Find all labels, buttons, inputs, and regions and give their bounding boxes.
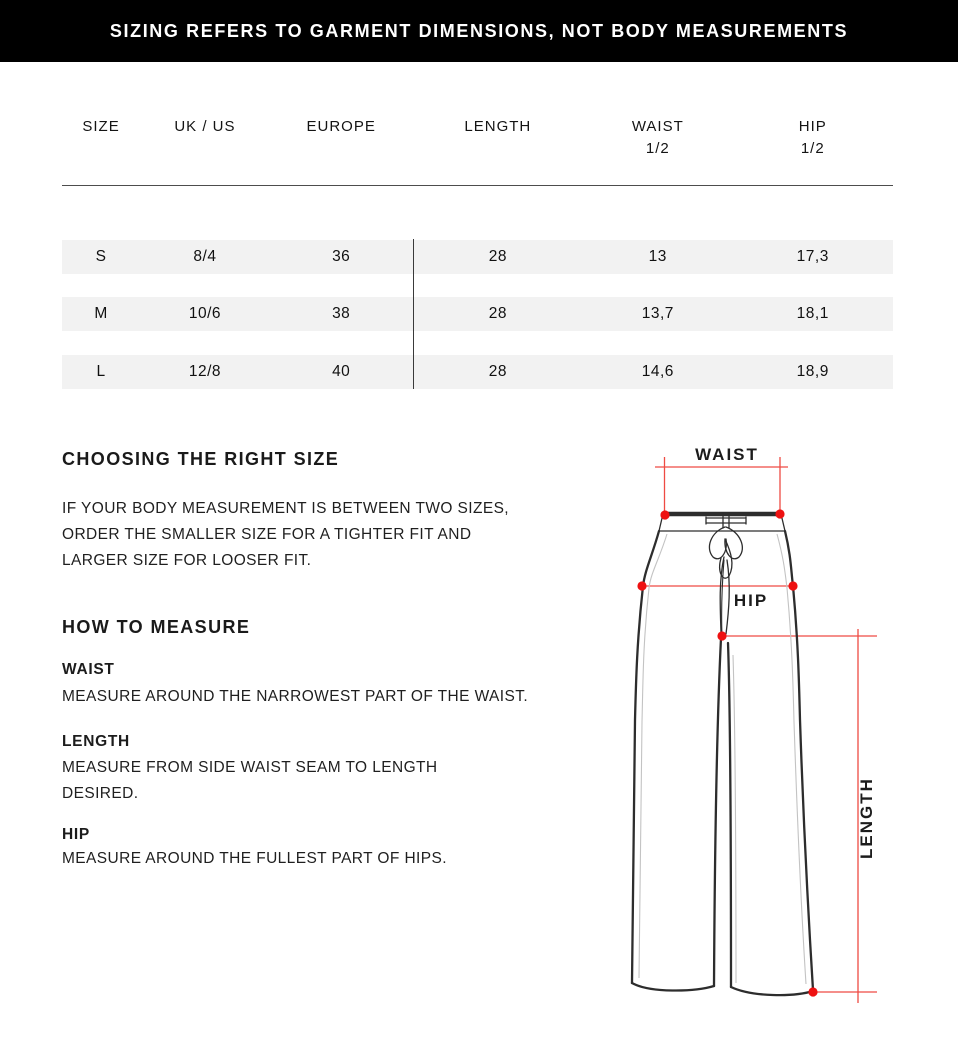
measure-hip-label: HIP: [62, 826, 90, 843]
cell-uk-us: 12/8: [188, 363, 221, 380]
column-header-uk-us: UK / US: [174, 118, 236, 135]
cell-length: 28: [488, 363, 507, 380]
table-vertical-divider: [413, 239, 414, 389]
measure-length-label: LENGTH: [62, 733, 130, 750]
hip-right-dot: [788, 581, 797, 590]
table-header-row: [62, 116, 893, 160]
cell-uk-us: 8/4: [193, 248, 217, 265]
cell-length: 28: [488, 305, 507, 322]
right-inseam: [728, 643, 731, 987]
column-header-hip-half: HIP 1/2: [798, 118, 827, 157]
cell-length: 28: [488, 248, 507, 265]
choosing-size-text-line: LARGER SIZE FOR LOOSER FIT.: [62, 552, 312, 569]
waist-right-dot: [775, 509, 784, 518]
table-row-l: [62, 355, 893, 389]
cell-waist: 13: [648, 248, 667, 265]
cell-europe: 40: [332, 363, 351, 380]
waist-diagram-label: WAIST: [695, 445, 759, 464]
right-hem: [731, 987, 813, 995]
choosing-size-text-line: IF YOUR BODY MEASUREMENT IS BETWEEN TWO SIZES,: [62, 500, 510, 517]
length-diagram-label: LENGTH: [857, 777, 876, 859]
table-row-m: [62, 297, 893, 331]
pants-outline: [632, 513, 813, 995]
seam-shading: [639, 534, 806, 984]
cell-hip: 18,1: [796, 305, 829, 322]
right-outer-seam: [785, 531, 813, 990]
cell-waist: 14,6: [641, 363, 674, 380]
waist-left-dot: [660, 510, 669, 519]
measure-waist-text: MEASURE AROUND THE NARROWEST PART OF THE WAIST.: [62, 688, 529, 705]
bow-loop-right: [725, 527, 742, 559]
column-header-size: SIZE: [82, 118, 120, 135]
cell-waist: 13,7: [641, 305, 674, 322]
choosing-size-heading: CHOOSING THE RIGHT SIZE: [62, 449, 340, 469]
left-inseam: [714, 638, 721, 986]
cell-europe: 36: [332, 248, 351, 265]
cell-hip: 17,3: [796, 248, 829, 265]
inner-shade-line: [733, 655, 736, 983]
bow-loop-left: [709, 527, 726, 559]
cell-hip: 18,9: [796, 363, 829, 380]
drawstring-cord-right: [726, 560, 729, 634]
choosing-size-text-line: ORDER THE SMALLER SIZE FOR A TIGHTER FIT AND: [62, 526, 472, 543]
column-header-waist-half: WAIST 1/2: [631, 118, 684, 157]
table-header-divider: [62, 185, 893, 186]
pants-measurement-diagram: [600, 430, 958, 1037]
measure-hip-text: MEASURE AROUND THE FULLEST PART OF HIPS.: [62, 850, 447, 867]
measure-length-text: MEASURE FROM SIDE WAIST SEAM TO LENGTH: [62, 759, 438, 776]
hip-left-dot: [637, 581, 646, 590]
measure-lines: [638, 457, 877, 1003]
column-header-length: LENGTH: [464, 118, 532, 135]
hip-diagram-label: HIP: [733, 591, 769, 610]
crotch-dot: [717, 631, 726, 640]
left-hem: [632, 983, 714, 991]
cell-uk-us: 10/6: [188, 305, 221, 322]
column-header-europe: EUROPE: [306, 118, 376, 135]
cell-europe: 38: [332, 305, 351, 322]
drawstring-toggle: [706, 517, 746, 524]
table-row-s: [62, 240, 893, 274]
measure-point-dots: [637, 509, 817, 996]
measure-length-text: DESIRED.: [62, 785, 139, 802]
cell-size: S: [95, 248, 107, 265]
banner-text: SIZING REFERS TO GARMENT DIMENSIONS, NOT BODY MEASUREMENTS: [109, 20, 849, 41]
measure-waist-label: WAIST: [62, 661, 115, 678]
how-to-measure-heading: HOW TO MEASURE: [62, 617, 251, 637]
hem-dot: [808, 987, 817, 996]
left-shade-line: [639, 534, 667, 978]
cell-size: M: [94, 305, 108, 322]
cell-size: L: [96, 363, 106, 380]
sizing-disclaimer-banner: [0, 0, 958, 62]
left-outer-seam: [632, 531, 659, 983]
